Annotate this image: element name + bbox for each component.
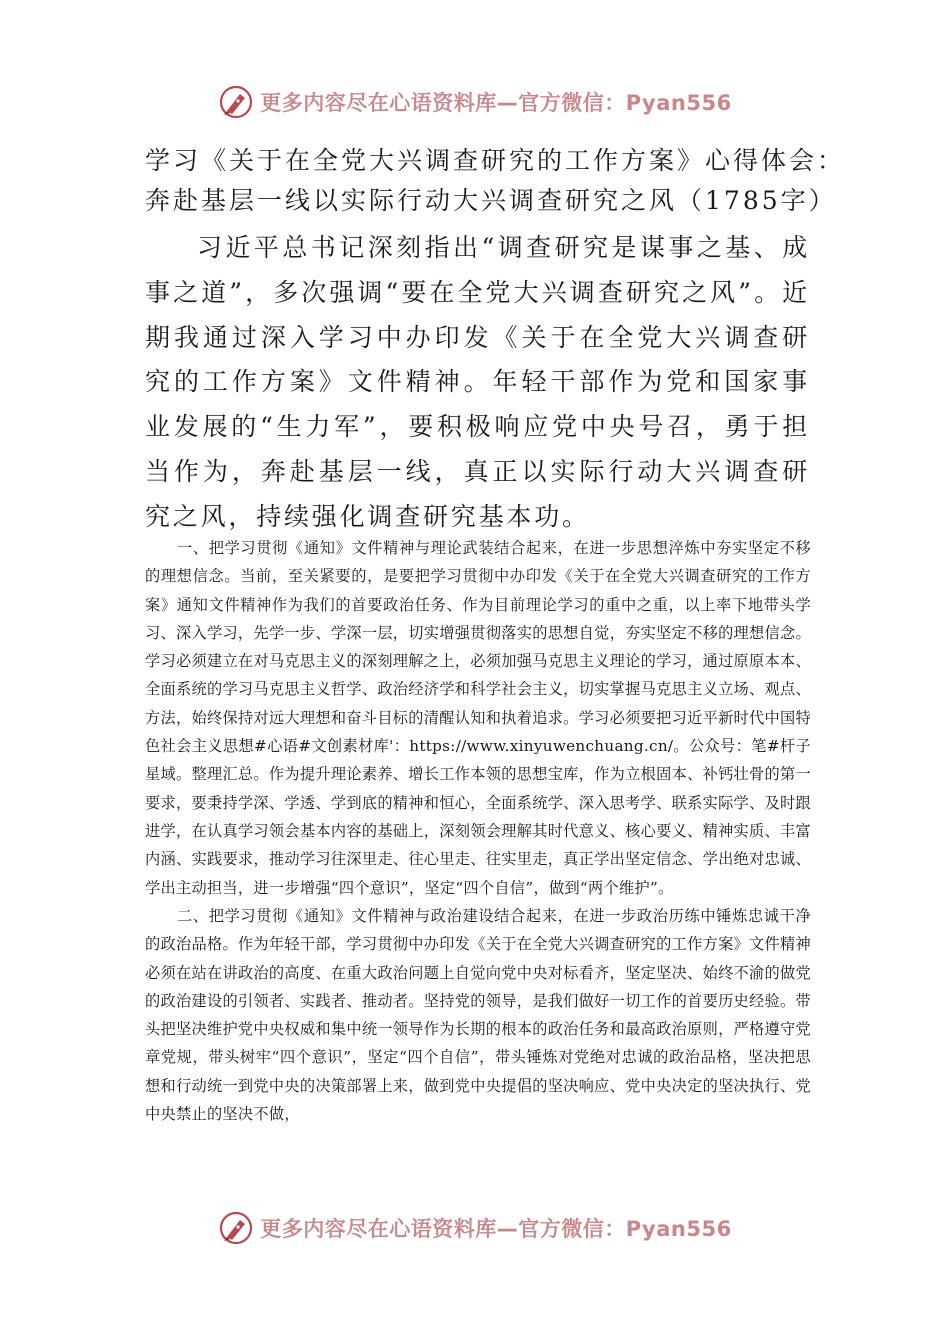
lead-paragraph: 习近平总书记深刻指出“调查研究是谋事之基、成事之道”，多次强调“要在全党大兴调查研究之风”。近期我通过深入学习中办印发《关于在全党大兴调查研究的工作方案》文件精神。年轻干部作为党和国家事业发展的“生力军”，要积极响应党中央号召，勇于担当作为，奔赴基层一线，真正以实际行动大兴调查研究之风，持续强化调查研究基本功。	[145, 233, 810, 531]
document-title-line-2: 奔赴基层一线以实际行动大兴调查研究之风（1785字）	[145, 186, 837, 215]
body-paragraph-2: 二、把学习贯彻《通知》文件精神与政治建设结合起来，在进一步政治历练中锤炼忠诚干净的政治品格。作为年轻干部，学习贯彻中办印发《关于在全党大兴调查研究的工作方案》文件精神必须在站在讲政治的高度、在重大政治问题上自觉向党中央对标看齐，坚定坚决、始终不渝的做党的政治建设的引领者、实践者、推动者。坚持党的领导，是我们做好一切工作的首要历史经验。带头把坚决维护党中央权威和集中统一领导作为长期的根本的政治任务和最高政治原则，严格遵守党章党规，带头树牢“四个意识”，坚定“四个自信”，带头锤炼对党绝对忠诚的政治品格，坚决把思想和行动统一到党中央的决策部署上来，做到党中央提倡的坚决响应、党中央决定的坚决执行、党中央禁止的坚决不做，	[145, 907, 811, 1124]
pen-nib-logo-icon	[218, 84, 254, 120]
body-paragraph-1: 一、把学习贯彻《通知》文件精神与理论武装结合起来，在进一步思想淬炼中夯实坚定不移的理想信念。当前，至关紧要的，是要把学习贯彻中办印发《关于在全党大兴调查研究的工作方案》通知文件精神作为我们的首要政治任务、作为目前理论学习的重中之重，以上率下地带头学习、深入学习，先学一步、学深一层，切实增强贯彻落实的思想自觉，夯实坚定不移的理想信念。学习必须建立在对马克思主义的深刻理解之上，必须加强马克思主义理论的学习，通过原原本本、全面系统的学习马克思主义哲学、政治经济学和科学社会主义，切实掌握马克思主义立场、观点、方法，始终保持对远大理想和奋斗目标的清醒认知和执着追求。学习必须要把习近平新时代中国特色社会主义思想#心语#文创素材库'：https://www.xinyuwenchuang.cn/。公众号：笔#杆子星域。整理汇总。作为提升理论素养、增长工作本领的思想宝库，作为立根固本、补钙壮骨的第一要求，要秉持学深、学透、学到底的精神和恒心，全面系统学、深入思考学、联系实际学、及时跟进学，在认真学习领会基本内容的基础上，深刻领会理解其时代意义、核心要义、精神实质、丰富内涵、实践要求，推动学习往深里走、往心里走、往实里走，真正学出坚定信念、学出绝对忠诚、学出主动担当，进一步增强“四个意识”，坚定“四个自信”，做到“两个维护”。	[145, 539, 811, 897]
pen-nib-logo-icon	[218, 1210, 254, 1246]
footer-banner	[0, 1206, 950, 1250]
header-banner	[0, 80, 950, 124]
banner-text: 更多内容尽在心语资料库—官方微信：Pyan556	[260, 91, 732, 115]
document-title-line-1: 学习《关于在全党大兴调查研究的工作方案》心得体会：	[145, 146, 846, 175]
banner-text: 更多内容尽在心语资料库—官方微信：Pyan556	[260, 1217, 732, 1241]
